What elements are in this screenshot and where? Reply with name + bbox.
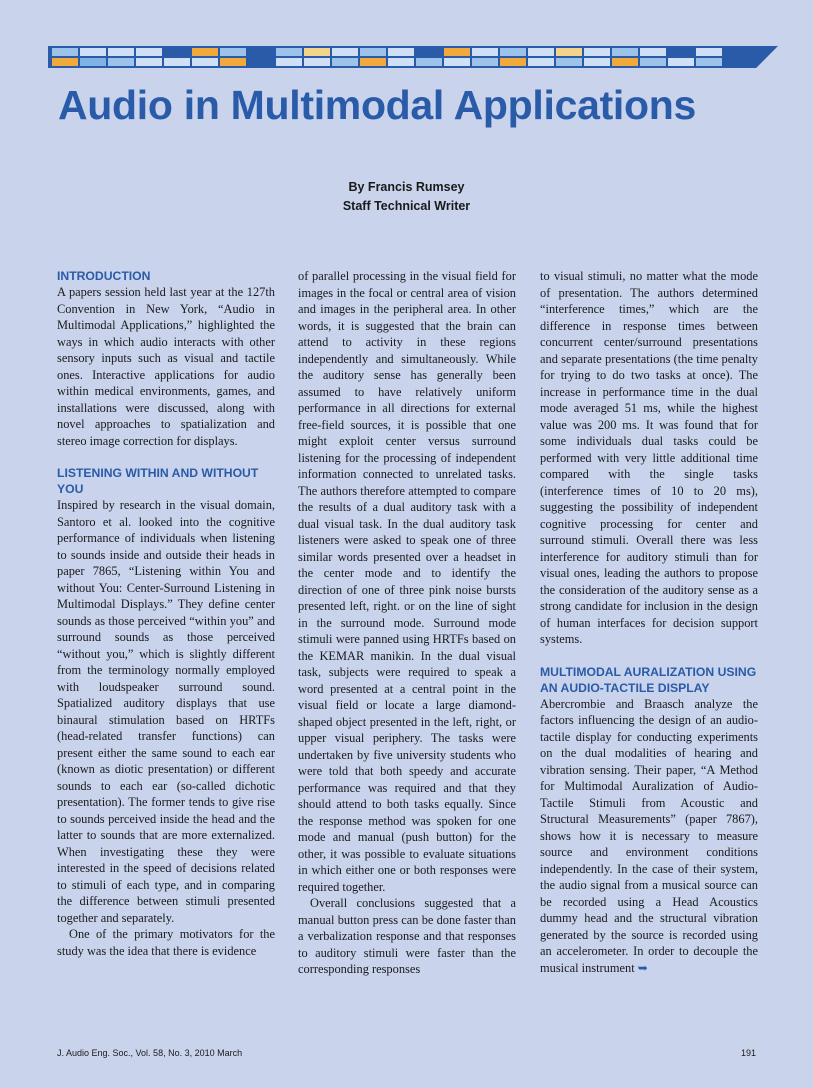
banner-tile — [136, 48, 162, 56]
banner-tile — [668, 48, 694, 56]
banner-tile — [52, 48, 78, 56]
paragraph: Inspired by research in the visual domain, Santoro et al. looked into the cognitive performance of individuals when listening to sounds inside and outside their heads in paper 7865, “Listening within You and without You: Center-Surround Listening in Multimodal Displays.” They define center sounds as those perceived “within you” and surround sounds as those perceived “without you,” which is slightly different from the terminology normally employed with loudspeaker surround sound. Spatialized auditory displays that use binaural stimulation based on HRTFs (head-related transfer functions) can present either the same sound to each ear (known as diotic presentation) or different sounds to each ear (so-called dichotic presentation). The former tends to give rise to sounds perceived inside the head and the latter to sounds that are more externalized. When investigating these they were interested in the speed of decisions related to stimuli of each type, and in comparing the difference between stimuli presented together and separately. — [57, 498, 275, 925]
paragraph: A papers session held last year at the 127th Convention in New York, “Audio in Multimodal Applications,” highlighted the ways in which audio interacts with other sensory inputs such as visual and tactile ones. Interactive applications for audio within medical environments, games, and installations were discussed, along with novel approaches to spatialization and stereo image correction for displays. — [57, 285, 275, 448]
banner-tile — [80, 58, 106, 66]
banner-tile — [416, 58, 442, 66]
banner-tile — [192, 58, 218, 66]
banner-tile — [556, 48, 582, 56]
paragraph: Overall conclusions suggested that a manual button press can be done faster than a verbalization response and that responses to auditory stimuli were faster than the corresponding responses — [298, 896, 516, 976]
author-name: By Francis Rumsey — [348, 180, 465, 194]
banner-tile — [332, 48, 358, 56]
column-3 — [540, 268, 758, 1040]
banner-tile — [276, 58, 302, 66]
header-banner — [48, 46, 778, 68]
banner-tile — [108, 58, 134, 66]
banner-tile — [304, 48, 330, 56]
page-number: 191 — [740, 1048, 756, 1058]
column-2 — [298, 268, 516, 1040]
section-heading-multimodal-auralization: MULTIMODAL AURALIZATION USING AN AUDIO-TACTILE DISPLAY — [540, 664, 757, 695]
banner-tile — [444, 58, 470, 66]
banner-tile — [472, 48, 498, 56]
banner-tile — [584, 48, 610, 56]
banner-tile — [192, 48, 218, 56]
paragraph: to visual stimuli, no matter what the mode of presentation. The authors determined “interference times,” which are the difference in response times between concurrent center/surround presentations and separate presentations (the time penalty for trying to do two tasks at once). The increase in performance time in the dual mode averaged 51 ms, while the highest value was 200 ms. It was found that for some individuals dual tasks could be performed with very little additional time compared with the single tasks (interference times of 10 to 20 ms), suggesting the possibility of independent cognitive processing for center and surround stimuli. Overall there was less interference for auditory stimuli than for visual ones, leading the authors to propose the consideration of the auditory sense as a strong candidate for inclusion in the design of human interfaces for decision support systems. — [540, 269, 758, 646]
banner-tile — [640, 58, 666, 66]
paragraph-text: Abercrombie and Braasch analyze the factors influencing the design of an audio-tactile display for conducting experiments on the dual modalities of hearing and vibration sensing. Their paper, “A Method for Multimodal Auralization of Audio-Tactile Stimuli from Acoustic and Structural Measurements” (paper 7867), shows how it is necessary to measure source and environment conditions independently. In the case of their system, the audio signal from a musical source can be recorded using a Head Acoustics dummy head and the structural vibration generated by the source is recorded using an accelerometer. In order to decouple the musical instrument — [540, 696, 758, 975]
banner-tile — [80, 48, 106, 56]
banner-tile — [696, 58, 722, 66]
section-heading-listening: LISTENING WITHIN AND WITHOUT YOU — [57, 466, 259, 496]
banner-tile — [500, 58, 526, 66]
banner-tile — [136, 58, 162, 66]
banner-tile — [416, 48, 442, 56]
banner-tile — [444, 48, 470, 56]
banner-tile — [388, 58, 414, 66]
article-title: Audio in Multimodal Applications — [58, 82, 697, 128]
banner-tile — [528, 48, 554, 56]
banner-tile — [360, 58, 386, 66]
banner-tile — [332, 58, 358, 66]
column-1 — [57, 268, 275, 1040]
banner-tile — [388, 48, 414, 56]
banner-tile — [220, 58, 246, 66]
banner-tile — [248, 48, 274, 56]
banner-tile — [472, 58, 498, 66]
paragraph: One of the primary motivators for the study was the idea that there is evidence — [57, 927, 275, 958]
banner-tile — [640, 48, 666, 56]
banner-tile — [668, 58, 694, 66]
banner-tile — [612, 58, 638, 66]
section-heading-introduction: INTRODUCTION — [57, 269, 151, 283]
banner-tile — [164, 48, 190, 56]
footer-citation: J. Audio Eng. Soc., Vol. 58, No. 3, 2010 March — [57, 1048, 243, 1058]
author-role: Staff Technical Writer — [342, 199, 471, 213]
banner-tile — [164, 58, 190, 66]
banner-tile — [248, 58, 274, 66]
banner-tile — [556, 58, 582, 66]
banner-tile — [500, 48, 526, 56]
paragraph: of parallel processing in the visual field for images in the focal or central area of vision and images in the peripheral area. In other words, it is suggested that the brain can attend to activity in these regions independently and simultaneously. While the auditory sense has generally been assumed to have relatively uniform performance in all directions for external free-field sources, it is possible that one might exploit center versus surround listening for the processing of independent information connected to unrelated tasks. The authors therefore attempted to compare the results of a dual auditory task with a dual visual task. In the dual auditory task listeners were asked to speak one of three similar words presented over a headset in the center mode and to identify the direction of one of three pink noise bursts presented left, right. or on the line of sight in the surround mode. Surround mode stimuli were panned using HRTFs based on the KEMAR manikin. In the dual visual task, subjects were required to speak a word presented at a central point in the visual field or locate a large diamond-shaped object presented in the left, right, or upper visual periphery. The tasks were undertaken by five university students who were told that both speedy and accurate performance was required and that they should attend to both tasks equally. Since the response method was spoken for one mode and manual (push button) for the other, it was possible to evaluate situations in which either one or both responses were required together. — [298, 269, 516, 894]
banner-tile — [276, 48, 302, 56]
paragraph — [540, 696, 758, 977]
continue-arrow-icon: ➥ — [637, 960, 648, 975]
banner-tile — [584, 58, 610, 66]
byline — [0, 178, 813, 216]
banner-tile — [612, 48, 638, 56]
banner-tile — [108, 48, 134, 56]
banner-tile — [52, 58, 78, 66]
banner-tile — [220, 48, 246, 56]
banner-tile — [528, 58, 554, 66]
banner-tile — [360, 48, 386, 56]
banner-tile — [696, 48, 722, 56]
banner-tile — [304, 58, 330, 66]
